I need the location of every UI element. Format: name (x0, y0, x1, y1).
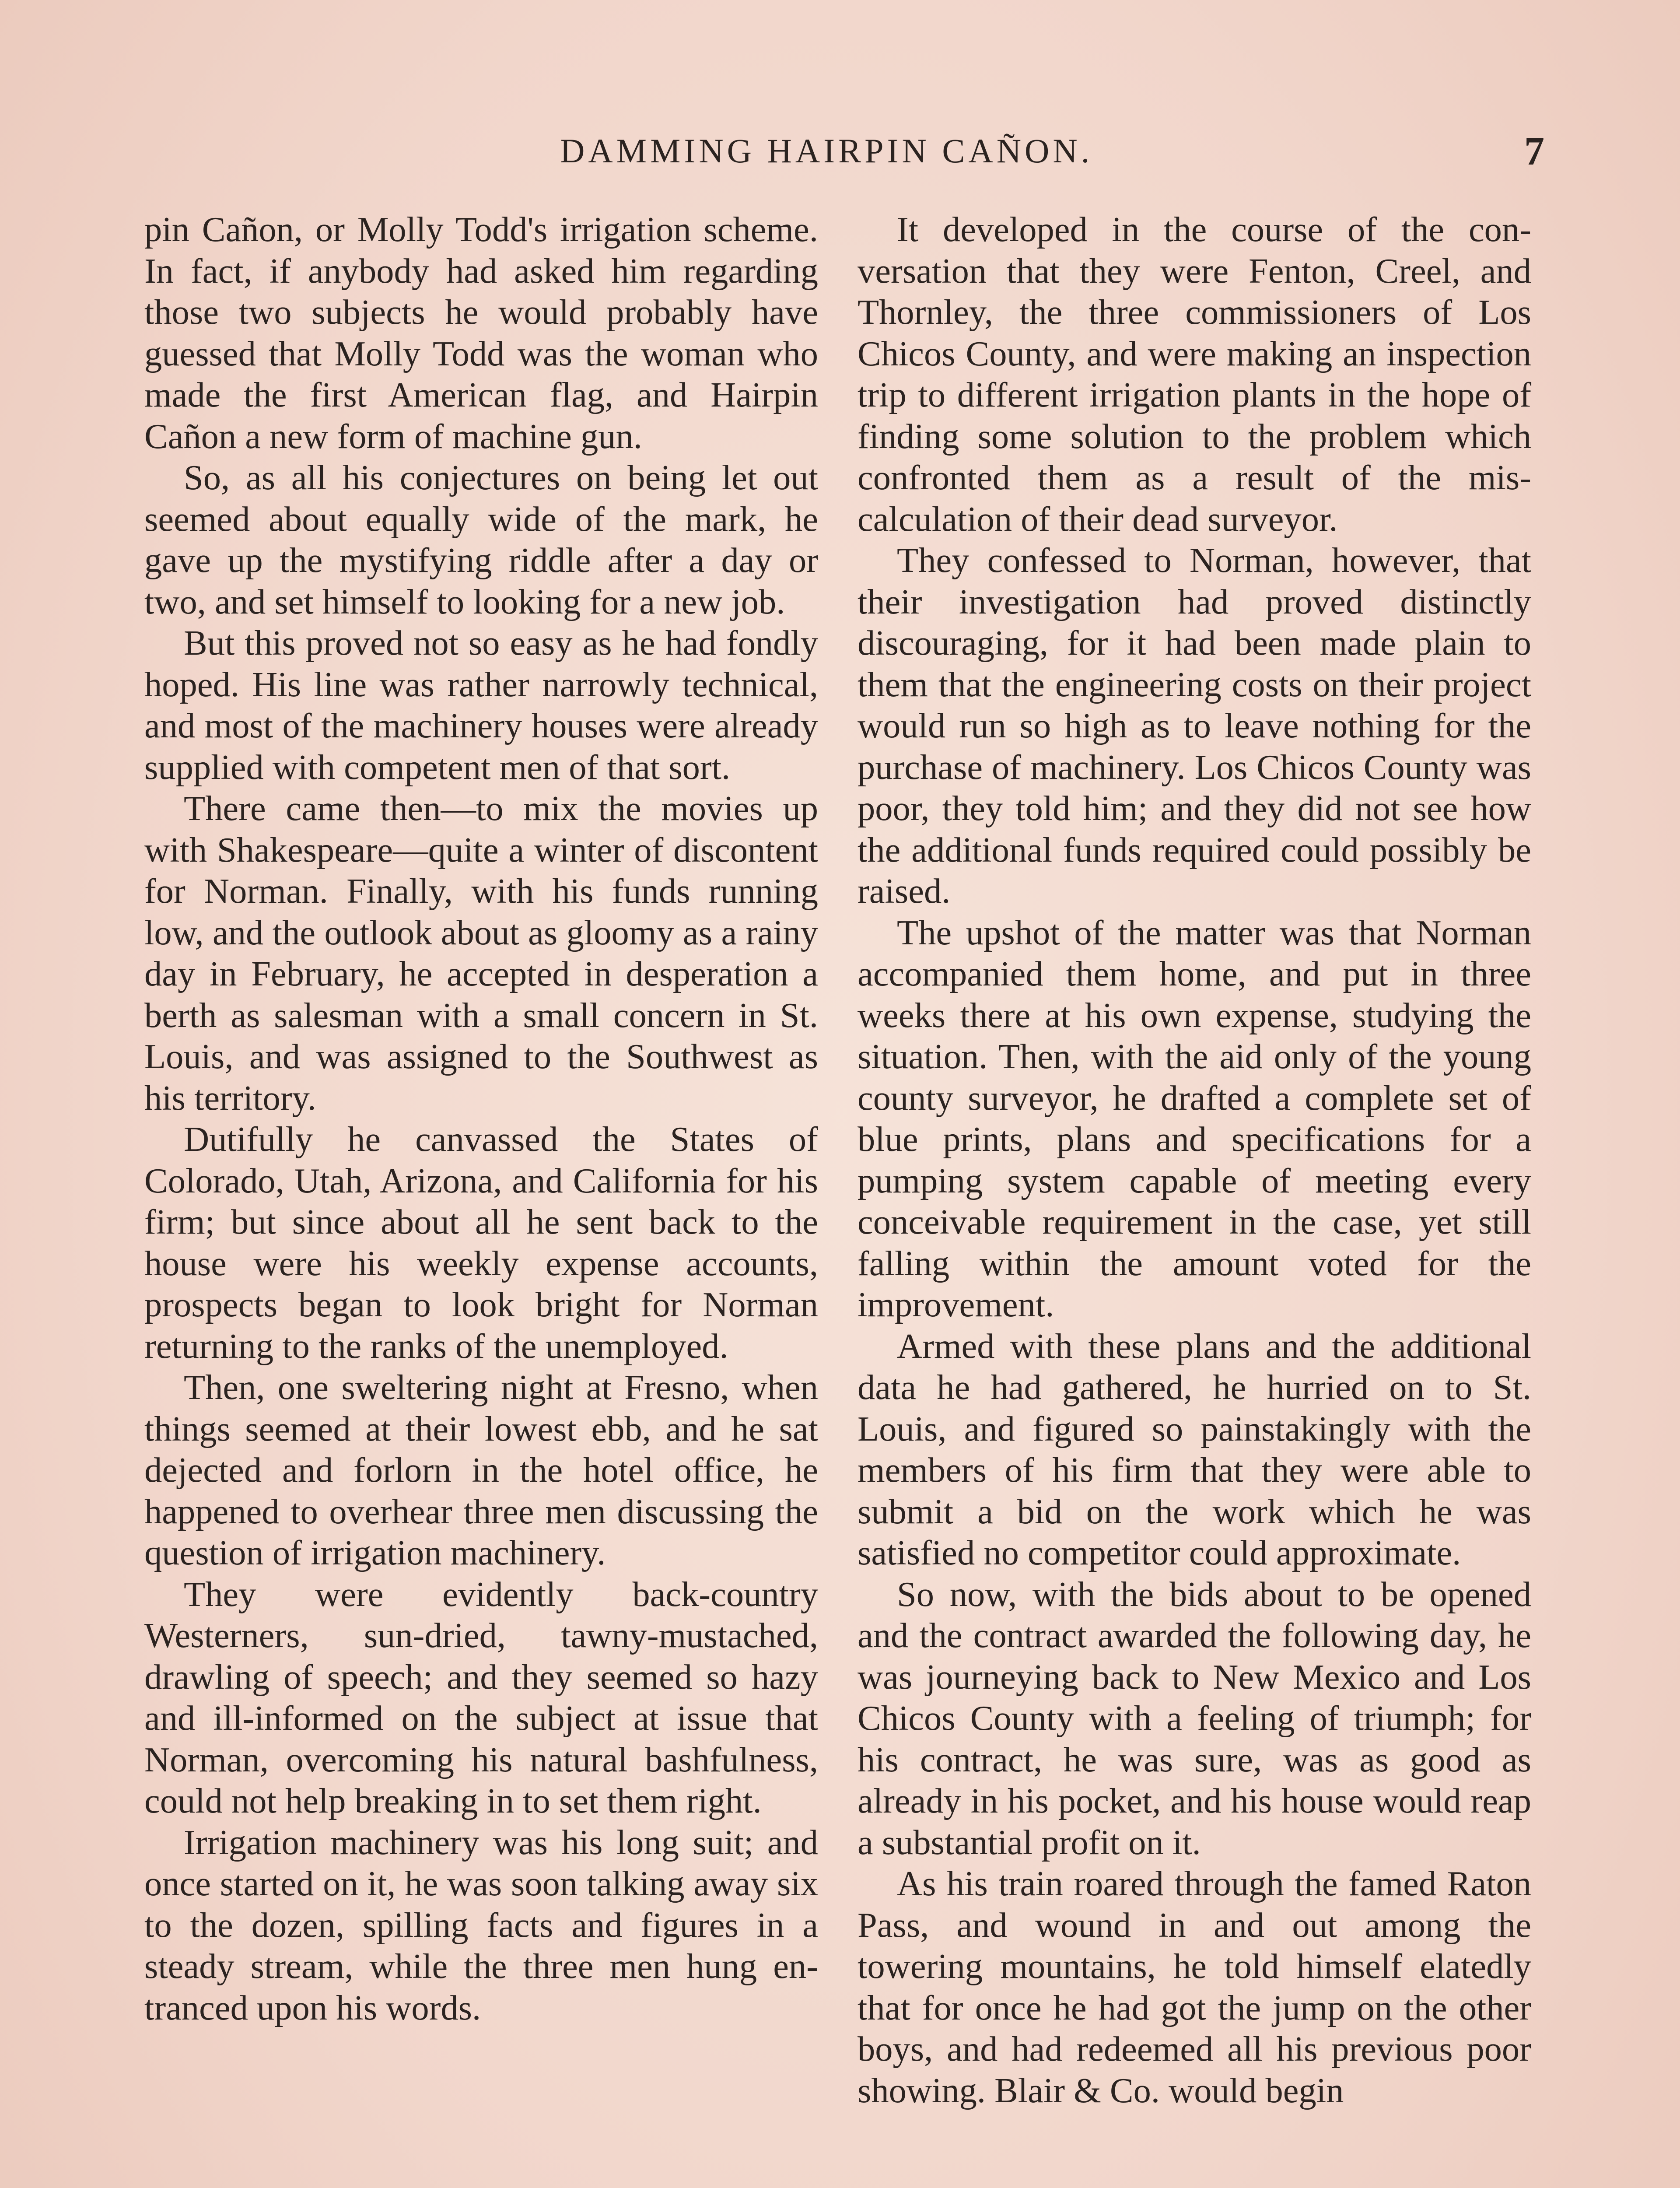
paragraph: So now, with the bids about to be opened and the contract awarded the following day, he was journeying back to New Mexico and Los Chicos County with a feeling of triumph; for his contract, he was sure, was as good as already in his pocket, and his house would reap a substantial profit on it. (858, 1574, 1531, 1862)
paragraph: Then, one sweltering night at Fresno, when things seemed at their lowest ebb, and he sat dejected and forlorn in the hotel office, he happened to overhear three men discussing the question of irrigation machinery. (144, 1368, 818, 1572)
running-title: DAMMING HAIRPIN CAÑON. (560, 132, 1093, 170)
paragraph: There came then—to mix the movies up with Shakespeare—quite a winter of discontent for Norman. Finally, with his funds running low, and the outlook about as gloomy as a rainy day in February, he accepted in desperation a berth as salesman with a small concern in St. Louis, and was assigned to the Southwest as his territory. (144, 789, 818, 1118)
left-column (144, 209, 818, 2029)
paragraph: But this proved not so easy as he had fondly hoped. His line was rather narrowly technical, and most of the machinery houses were already supplied with competent men of that sort. (144, 624, 818, 787)
page-header (140, 131, 1544, 179)
paragraph: pin Cañon, or Molly Todd's irrigation scheme. In fact, if anybody had asked him regarding those two subjects he would probably have guessed that Molly Todd was the woman who made the first American flag, and Hairpin Cañon a new form of machine gun. (144, 210, 818, 456)
page-number: 7 (1524, 129, 1544, 173)
paragraph: They were evidently back-country Westerners, sun-dried, tawny-mustached, drawling of speech; and they seemed so hazy and ill-informed on the subject at issue that Norman, overcoming his natural bashfulness, could not help breaking in to set them right. (144, 1574, 818, 1820)
paragraph: They confessed to Norman, however, that their investigation had proved distinctly discouraging, for it had been made plain to them that the engineering costs on their project would run so high as to leave nothing for the purchase of machinery. Los Chicos County was poor, they told him; and they did not see how the additional funds required could possibly be raised. (858, 541, 1531, 911)
paragraph: So, as all his conjectures on being let out seemed about equally wide of the mark, he gave up the mystifying riddle after a day or two, and set himself to looking for a new job. (144, 458, 818, 621)
right-column (858, 209, 1531, 2111)
paragraph: Armed with these plans and the additional data he had gathered, he hurried on to St. Louis, and figured so painstakingly with the members of his firm that they were able to submit a bid on the work which he was satisfied no competitor could approximate. (858, 1326, 1531, 1572)
paragraph: As his train roared through the famed Raton Pass, and wound in and out among the towering mountains, he told himself elatedly that for once he had got the jump on the other boys, and had redeemed all his previous poor showing. Blair & Co. would begin (858, 1864, 1531, 2110)
paragraph: It developed in the course of the conversation that they were Fenton, Creel, and Thornley, the three commissioners of Los Chicos County, and were making an inspection trip to different irrigation plants in the hope of finding some solution to the problem which confronted them as a result of the miscalculation of their dead surveyor. (858, 210, 1531, 539)
paragraph: Dutifully he canvassed the States of Colorado, Utah, Arizona, and California for his firm; but since about all he sent back to the house were his weekly expense accounts, prospects began to look bright for Norman returning to the ranks of the unemployed. (144, 1120, 818, 1366)
paragraph: Irrigation machinery was his long suit; and once started on it, he was soon talking away six to the dozen, spilling facts and figures in a steady stream, while the three men hung entranced upon his words. (144, 1823, 818, 2027)
paragraph: The upshot of the matter was that Norman accompanied them home, and put in three weeks there at his own expense, studying the situation. Then, with the aid only of the young county surveyor, he drafted a complete set of blue prints, plans and specifications for a pumping system capable of meeting every conceivable requirement in the case, yet still falling within the amount voted for the improvement. (858, 913, 1531, 1324)
